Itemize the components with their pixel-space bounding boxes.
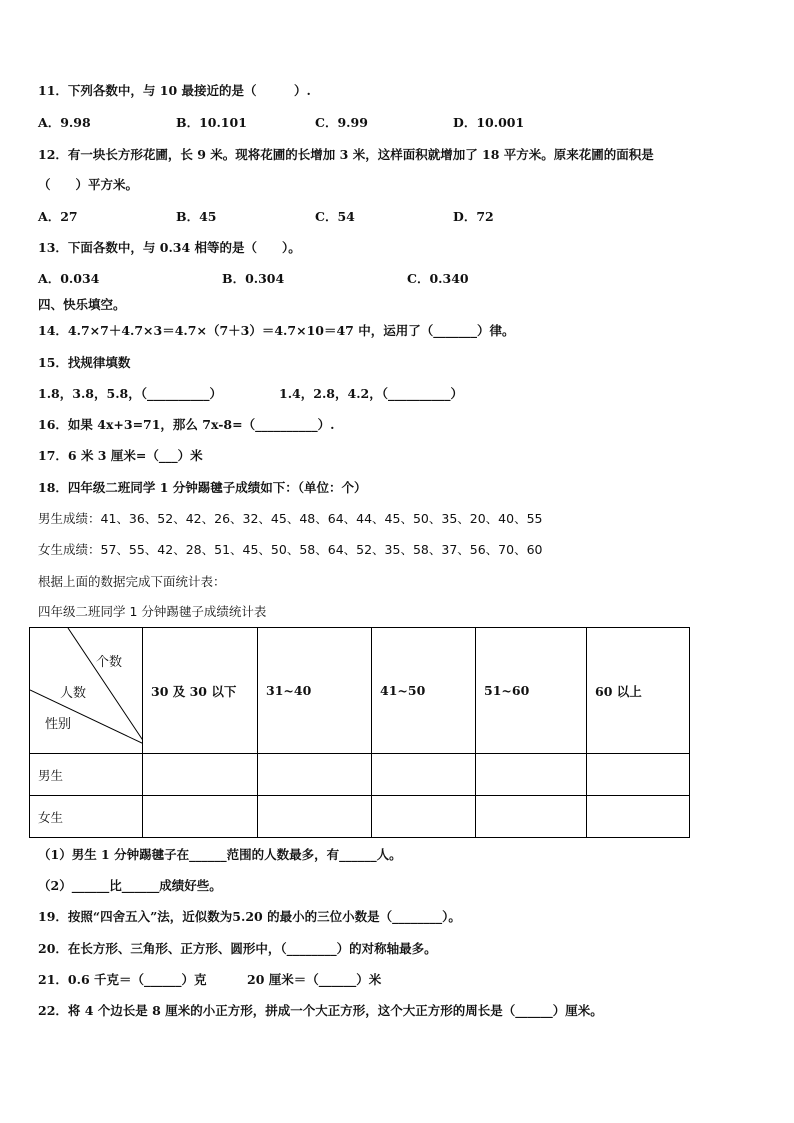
section-heading: 四、快乐填空。: [38, 297, 126, 312]
column-header: 31~40: [258, 628, 372, 754]
question-16: 16．如果 4x+3=71，那么 7x-8=（__________）.: [38, 417, 335, 432]
diag-label-people: 人数: [60, 686, 87, 701]
answer-cell[interactable]: [258, 754, 372, 796]
question-22: 22．将 4 个边长是 8 厘米的小正方形，拼成一个大正方形，这个大正方形的周长是（______）厘米。: [38, 1003, 603, 1018]
question-18-part-2: （2）______比______成绩好些。: [38, 878, 222, 893]
diagonal-header-cell: [30, 628, 143, 754]
question-13-stem: 13．下面各数中，与 0.34 相等的是（ ）。: [38, 240, 301, 255]
question-15: 15．找规律填数: [38, 355, 131, 370]
q13-option-b: B．0.304: [222, 271, 285, 286]
answer-cell[interactable]: [143, 796, 258, 838]
question-14: 14．4.7×7＋4.7×3＝4.7×（7＋3）＝4.7×10＝47 中，运用了（_______）律。: [38, 323, 515, 338]
question-21-part-b: 20 厘米＝（______）米: [247, 972, 382, 987]
diag-label-gender: 性别: [45, 717, 72, 732]
question-21-part-a: 21．0.6 千克＝（______）克: [38, 972, 207, 987]
row-label-girls: 女生: [30, 796, 143, 838]
q12-option-c: C．54: [315, 209, 355, 224]
q11-option-c: C．9.99: [315, 115, 368, 130]
q13-option-c: C．0.340: [407, 271, 469, 286]
column-header: 51~60: [476, 628, 587, 754]
q13-option-a: A．0.034: [38, 271, 100, 286]
q12-option-b: B．45: [176, 209, 217, 224]
table-title: 四年级二班同学 1 分钟踢毽子成绩统计表: [38, 604, 267, 619]
answer-cell[interactable]: [372, 796, 476, 838]
q12-option-d: D．72: [453, 209, 494, 224]
question-19: 19．按照“四舍五入”法，近似数为5.20 的最小的三位小数是（________）。: [38, 909, 461, 924]
question-11-stem: 11．下列各数中，与 10 最接近的是（ ）.: [38, 83, 311, 98]
question-18: 18．四年级二班同学 1 分钟踢毽子成绩如下：（单位：个）: [38, 480, 367, 495]
question-15-sequence-a: 1.8，3.8，5.8，（__________）: [38, 386, 222, 401]
answer-cell[interactable]: [143, 754, 258, 796]
q11-option-b: B．10.101: [176, 115, 247, 130]
answer-cell[interactable]: [372, 754, 476, 796]
column-header: 41~50: [372, 628, 476, 754]
question-17: 17．6 米 3 厘米=（___）米: [38, 448, 203, 463]
diag-label-count: 个数: [96, 655, 123, 670]
question-12-stem-continued: （ ）平方米。: [38, 177, 139, 192]
stats-table: [29, 627, 690, 838]
column-header: 30 及 30 以下: [143, 628, 258, 754]
girls-scores: 女生成绩：57、55、42、28、51、45、50、58、64、52、35、58、37、56、70、60: [38, 542, 543, 557]
question-15-sequence-b: 1.4，2.8，4.2，（__________）: [279, 386, 463, 401]
answer-cell[interactable]: [587, 754, 690, 796]
boys-scores: 男生成绩：41、36、52、42、26、32、45、48、64、44、45、50、35、20、40、55: [38, 511, 543, 526]
q11-option-d: D．10.001: [453, 115, 525, 130]
question-20: 20．在长方形、三角形、正方形、圆形中，（________）的对称轴最多。: [38, 941, 437, 956]
answer-cell[interactable]: [587, 796, 690, 838]
column-header: 60 以上: [587, 628, 690, 754]
question-12-stem: 12．有一块长方形花圃，长 9 米。现将花圃的长增加 3 米，这样面积就增加了 18 平方米。原来花圃的面积是: [38, 147, 654, 162]
answer-cell[interactable]: [258, 796, 372, 838]
answer-cell[interactable]: [476, 796, 587, 838]
answer-cell[interactable]: [476, 754, 587, 796]
q11-option-a: A．9.98: [38, 115, 91, 130]
question-18-part-1: （1）男生 1 分钟踢毽子在______范围的人数最多，有______人。: [38, 847, 402, 862]
row-label-boys: 男生: [30, 754, 143, 796]
table-instruction: 根据上面的数据完成下面统计表：: [38, 574, 226, 589]
q12-option-a: A．27: [38, 209, 78, 224]
